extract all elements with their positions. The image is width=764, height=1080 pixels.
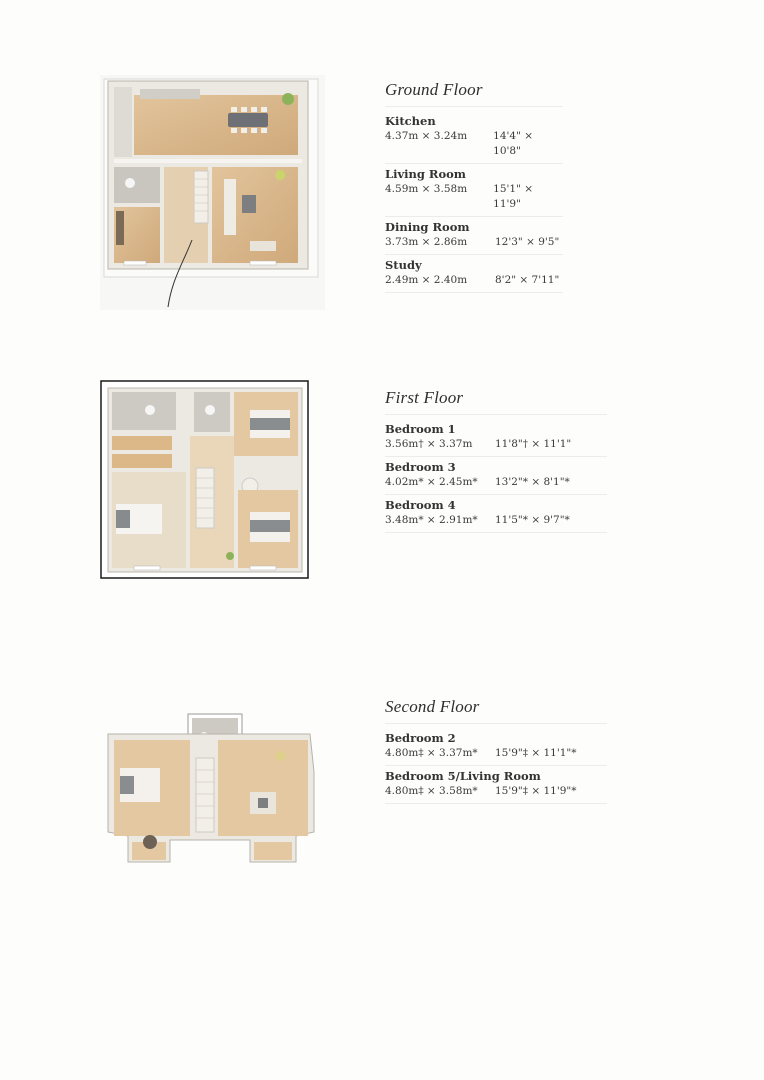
room-dimensions xyxy=(385,437,607,452)
floor-title: Second Floor xyxy=(385,697,607,724)
room-entry xyxy=(385,495,607,533)
imperial-dims: 11'5"* × 9'7"* xyxy=(495,514,570,526)
room-entry xyxy=(385,111,563,164)
imperial-dims: 15'9"‡ × 11'9"* xyxy=(495,785,577,797)
room-name: Bedroom 4 xyxy=(385,498,456,512)
room-dimensions xyxy=(385,475,607,490)
kitchen-dining-room xyxy=(134,95,298,155)
floor-title: First Floor xyxy=(385,388,607,415)
first-floor-plan xyxy=(100,380,310,580)
imperial-dims: 8'2" × 7'11" xyxy=(495,274,560,286)
metric-dims: 4.80m‡ × 3.37m* xyxy=(385,747,478,759)
room-name: Kitchen xyxy=(385,114,436,128)
room-name: Bedroom 1 xyxy=(385,422,456,436)
imperial-dims: 15'1" × 11'9" xyxy=(493,183,534,210)
room-entry xyxy=(385,164,563,217)
ground-floor-plan xyxy=(100,75,325,310)
imperial-dims: 12'3" × 9'5" xyxy=(495,236,560,248)
floor-title: Ground Floor xyxy=(385,80,563,107)
room-dimensions xyxy=(385,273,563,288)
wc-room xyxy=(114,167,160,203)
room-dimensions xyxy=(385,182,563,212)
room-dimensions xyxy=(385,129,563,159)
room-name: Bedroom 5/Living Room xyxy=(385,769,541,783)
room-name: Study xyxy=(385,258,422,272)
room-entry xyxy=(385,457,607,495)
stairs xyxy=(196,758,214,832)
room-name: Bedroom 2 xyxy=(385,731,456,745)
dining-table xyxy=(228,113,268,127)
room-entry xyxy=(385,766,607,804)
room-dimensions xyxy=(385,746,607,761)
bedroom-5-living-room xyxy=(218,740,308,836)
second-floor-plan xyxy=(100,712,325,872)
first-floor-section xyxy=(385,388,607,533)
metric-dims: 2.49m × 2.40m xyxy=(385,274,468,286)
room-name: Dining Room xyxy=(385,220,470,234)
metric-dims: 4.02m* × 2.45m* xyxy=(385,476,478,488)
room-entry xyxy=(385,255,563,293)
room-name: Bedroom 3 xyxy=(385,460,456,474)
metric-dims: 4.59m × 3.58m xyxy=(385,183,468,195)
metric-dims: 3.73m × 2.86m xyxy=(385,236,468,248)
imperial-dims: 13'2"* × 8'1"* xyxy=(495,476,570,488)
room-entry xyxy=(385,728,607,766)
second-floor-section xyxy=(385,697,607,804)
room-dimensions xyxy=(385,784,607,799)
imperial-dims: 14'4" × 10'8" xyxy=(493,130,534,157)
metric-dims: 3.56m† × 3.37m xyxy=(385,438,473,450)
metric-dims: 3.48m* × 2.91m* xyxy=(385,514,478,526)
room-entry xyxy=(385,419,607,457)
room-dimensions xyxy=(385,235,563,250)
metric-dims: 4.37m × 3.24m xyxy=(385,130,468,142)
room-dimensions xyxy=(385,513,607,528)
room-name: Living Room xyxy=(385,167,466,181)
ground-floor-section xyxy=(385,80,563,293)
room-entry xyxy=(385,217,563,255)
imperial-dims: 11'8"† × 11'1" xyxy=(495,438,572,450)
imperial-dims: 15'9"‡ × 11'1"* xyxy=(495,747,577,759)
ensuite-room xyxy=(112,392,176,430)
metric-dims: 4.80m‡ × 3.58m* xyxy=(385,785,478,797)
